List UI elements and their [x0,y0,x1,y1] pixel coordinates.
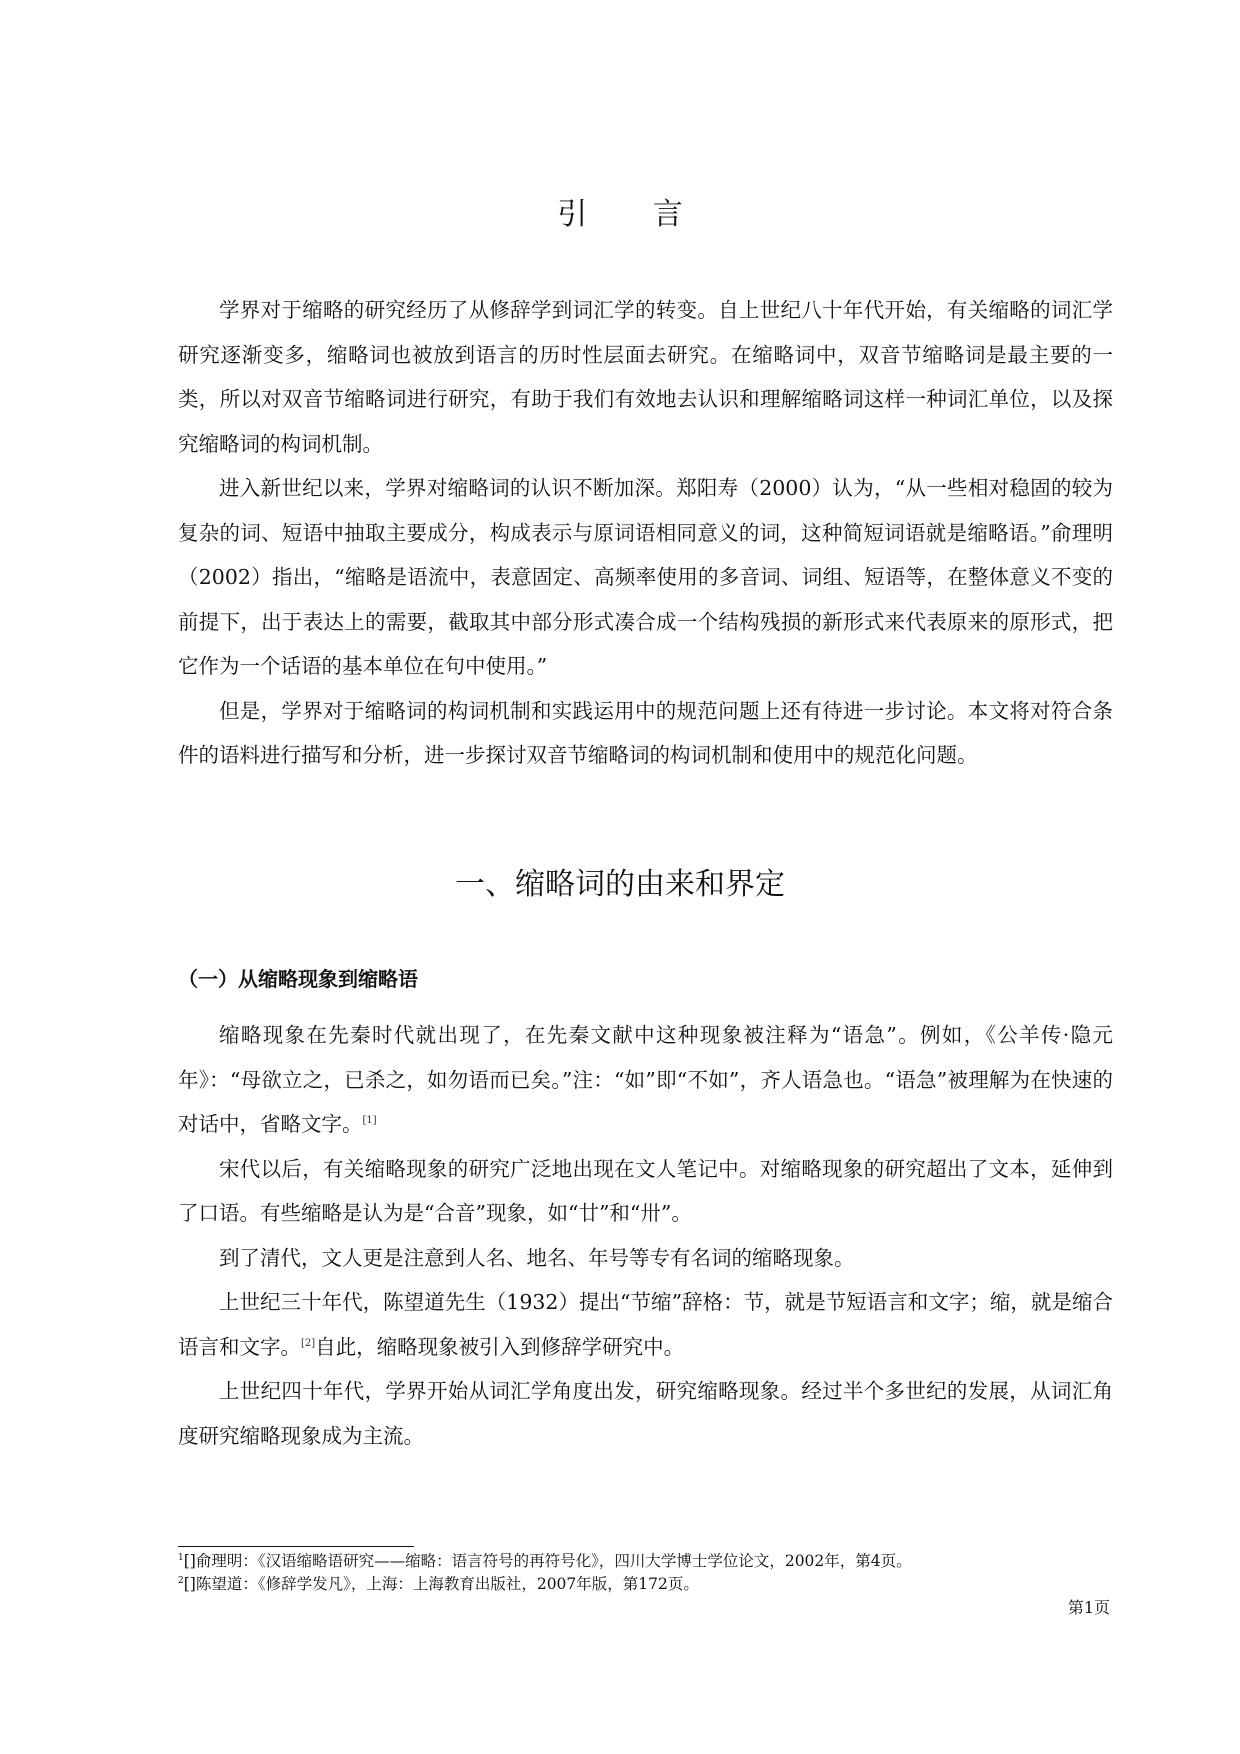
body-paragraph-5: 上世纪四十年代，学界开始从词汇学角度出发，研究缩略现象。经过半个多世纪的发展，从词汇角度研究缩略现象成为主流。 [178,1379,1113,1448]
body-paragraph-3: 到了清代，文人更是注意到人名、地名、年号等专有名词的缩略现象。 [219,1245,855,1270]
footnote-2-mark: 2 [178,1576,184,1586]
footnote-ref-1[interactable]: [1] [362,1115,377,1126]
intro-title: 引 言 [557,197,711,232]
body-paragraph-4 [178,1280,1113,1369]
body-paragraph-4-text-b: 自此，缩略现象被引入到修辞学研究中。 [315,1334,685,1359]
intro-section [178,288,1113,778]
body-paragraph-1 [178,1013,1113,1147]
intro-paragraph-3: 但是，学界对于缩略词的构词机制和实践运用中的规范问题上还有待进一步讨论。本文将对符合条件的语料进行描写和分析，进一步探讨双音节缩略词的构词机制和使用中的规范化问题。 [178,698,1113,767]
intro-paragraph-1: 学界对于缩略的研究经历了从修辞学到词汇学的转变。自上世纪八十年代开始，有关缩略的词汇学研究逐渐变多，缩略词也被放到语言的历时性层面去研究。在缩略词中，双音节缩略词是最主要的一类，所以对双音节缩略词进行研究，有助于我们有效地去认识和理解缩略词这样一种词汇单位，以及探究缩略词的构词机制。 [178,298,1113,456]
footnote-1 [178,1550,1118,1573]
footnote-2 [178,1573,1118,1596]
section-title: 一、缩略词的由来和界定 [455,867,785,902]
footnotes [178,1550,1118,1596]
footnote-separator [178,1546,414,1547]
footnote-1-mark: 1 [178,1553,184,1563]
subsection-title: （一）从缩略现象到缩略语 [178,967,418,991]
body-paragraph-2: 宋代以后，有关缩略现象的研究广泛地出现在文人笔记中。对缩略现象的研究超出了文本，延伸到了口语。有些缩略是认为是“合音”现象，如“廿”和“卅”。 [178,1156,1113,1225]
intro-paragraph-2: 进入新世纪以来，学界对缩略词的认识不断加深。郑阳寿（2000）认为，“从一些相对稳固的较为复杂的词、短语中抽取主要成分，构成表示与原词语相同意义的词，这种简短词语就是缩略语。”俞理明（2002）指出，“缩略是语流中，表意固定、高频率使用的多音词、词组、短语等，在整体意义不变的前提下，出于表达上的需要，截取其中部分形式凑合成一个结构残损的新形式来代表原来的原形式，把它作为一个话语的基本单位在句中使用。” [178,476,1113,678]
page-number: 第1页 [1067,1598,1110,1617]
footnote-ref-2[interactable]: [2] [301,1337,316,1349]
footnote-1-text: []俞理明：《汉语缩略语研究——缩略：语言符号的再符号化》，四川大学博士学位论文，2002年，第4页。 [183,1552,912,1570]
footnote-2-text: []陈望道：《修辞学发凡》，上海：上海教育出版社，2007年版，第172页。 [183,1575,699,1593]
body-paragraph-1-text: 缩略现象在先秦时代就出现了，在先秦文献中这种现象被注释为“语急”。例如，《公羊传·隐元年》：“母欲立之，已杀之，如勿语而已矣。”注：“如”即“不如”，齐人语急也。“语急”被理解为在快速的对话中，省略文字。 [178,1023,1113,1136]
body-paragraph-4-text-a: 上世纪三十年代，陈望道先生（1932）提出“节缩”辞格：节，就是节短语言和文字；缩，就是缩合语言和文字。 [178,1290,1113,1359]
body-section [178,1013,1113,1458]
